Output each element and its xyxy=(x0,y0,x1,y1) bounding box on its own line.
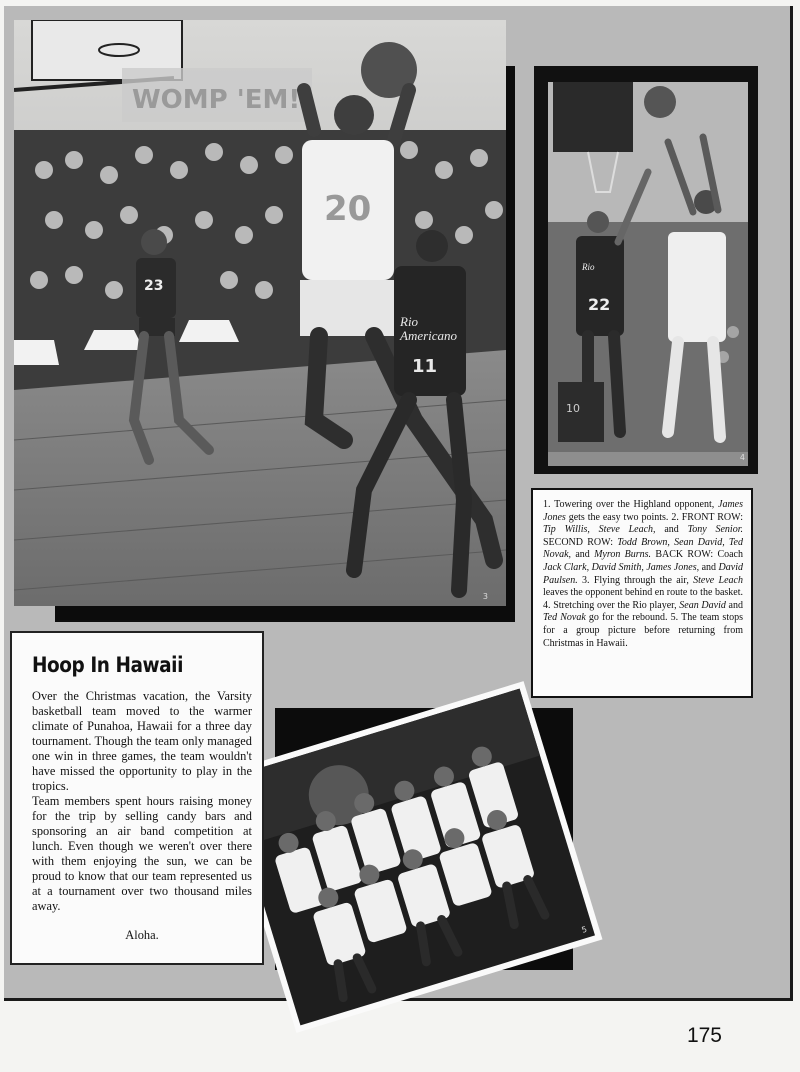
caption-part: Ted Novak xyxy=(543,612,586,624)
jersey-23: 23 xyxy=(144,278,164,294)
caption-part: and xyxy=(725,599,743,611)
story-paragraph-2: Team members spent hours raising money for the trip by selling candy bars and sponsoring an air band competition at lunch. Even though we weren't over there with them enjoying the sun, we can be proud to know that our team represented us at a tournament over two thousand miles away. xyxy=(32,794,252,913)
caption-part: Jack Clark, David Smith, James Jones, xyxy=(543,561,700,573)
story-body xyxy=(32,689,252,914)
photo-number-5: 5 xyxy=(580,924,589,935)
caption-part: Tip Willis, Steve Leach, xyxy=(543,524,656,536)
caption-part: and xyxy=(699,561,719,573)
caption-part: 3. Flying through the air, xyxy=(577,574,694,586)
page-number: 175 xyxy=(686,1024,722,1047)
rebound-photo-frame xyxy=(534,66,758,474)
caption-part: Myron Burns. xyxy=(594,549,652,561)
photo-number-4: 4 xyxy=(739,453,745,462)
caption-part: gets the easy two points. 2. FRONT ROW: xyxy=(565,511,743,523)
caption-part: Sean David xyxy=(679,599,726,611)
caption-part: Steve Leach xyxy=(693,574,743,586)
caption-part: James Jones xyxy=(543,499,743,523)
caption-part: SECOND ROW: xyxy=(543,536,618,548)
caption-part: 1. Towering over the Highland opponent, xyxy=(543,499,718,510)
caption-part: go for the rebound. 5. The team stops for a group picture before returning from Christmas in Hawaii. xyxy=(543,612,743,649)
photo-number-3: 3 xyxy=(482,592,488,601)
team-name-2: Rio xyxy=(582,262,595,272)
story-closing: Aloha. xyxy=(125,928,159,942)
story-paragraph-1: Over the Christmas vacation, the Varsity basketball team moved to the warmer climate of Punahoa, Hawaii for a three day tournament. Though the team only managed one win in three games, the team wouldn't have missed the opportunity to play in the tropics. xyxy=(32,689,252,793)
jersey-22: 22 xyxy=(588,295,611,314)
jersey-10: 10 xyxy=(566,402,580,415)
caption-part: BACK ROW: Coach xyxy=(651,549,743,561)
caption-part: Tony Senior. xyxy=(687,524,743,536)
main-basketball-photo xyxy=(14,20,506,606)
story-title: Hoop In Hawaii xyxy=(32,653,183,677)
caption-part: and xyxy=(655,524,688,536)
story-box xyxy=(10,631,264,965)
caption-part: and xyxy=(571,549,595,561)
caption-part: Todd Brown, Sean David, Ted Novak, xyxy=(543,536,744,561)
banner-text: WOMP 'EM! xyxy=(132,85,301,115)
caption-part: leaves the opponent behind en route to the basket. 4. Stretching over the Rio player, xyxy=(543,587,743,611)
caption-part: David Paulsen. xyxy=(543,561,743,586)
photo-captions xyxy=(531,488,753,698)
jersey-11: 11 xyxy=(412,356,438,377)
jersey-20: 20 xyxy=(324,189,372,229)
rebound-photo xyxy=(548,82,748,466)
team-name: Rio Americano xyxy=(400,314,458,343)
